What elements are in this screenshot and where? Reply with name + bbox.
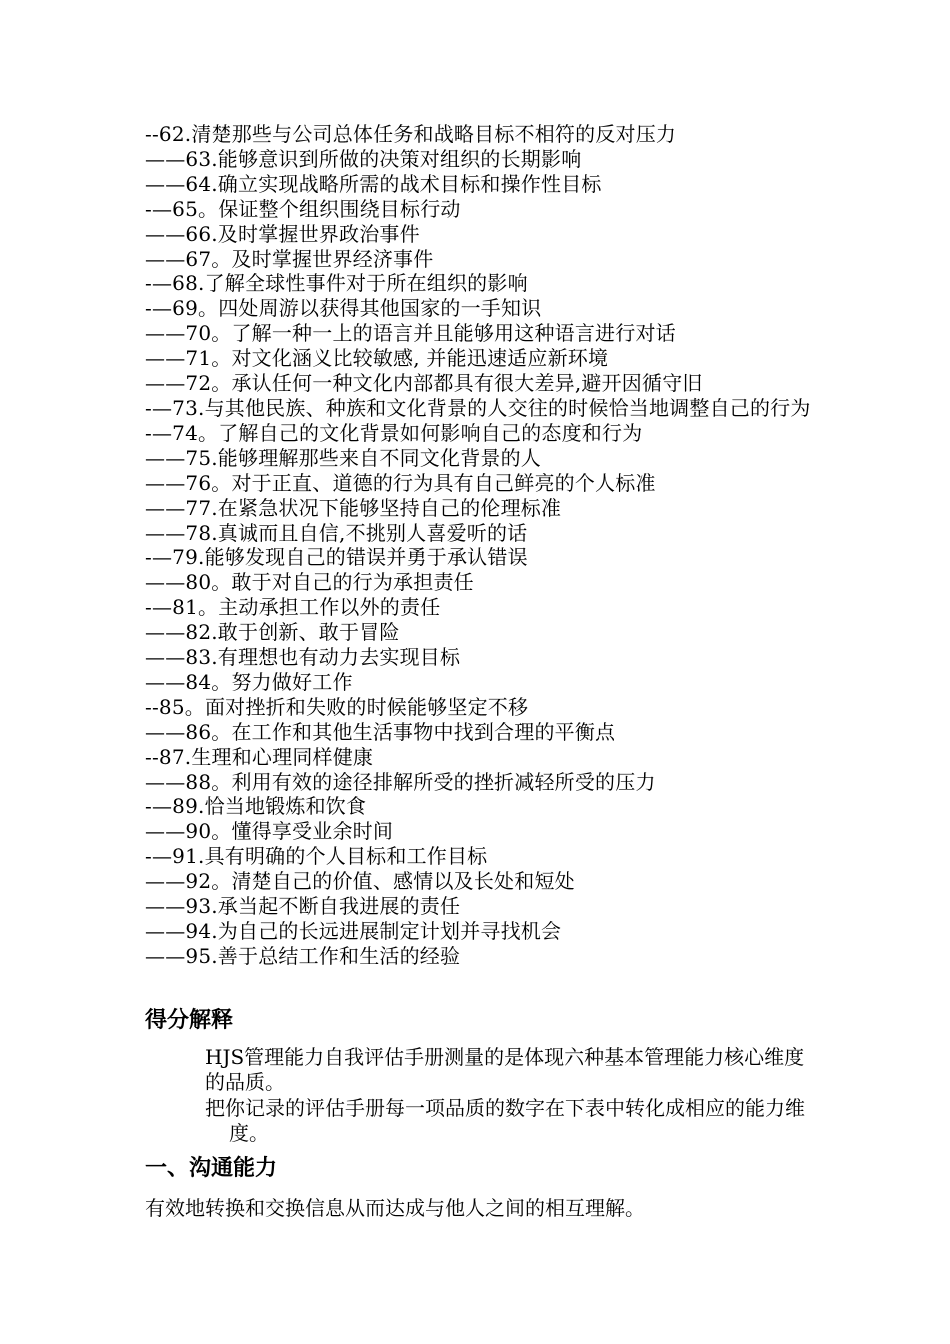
- list-item: --62.清楚那些与公司总体任务和战略目标不相符的反对压力: [145, 122, 677, 146]
- list-item: ——90。懂得享受业余时间: [145, 819, 394, 844]
- list-item: -—73.与其他民族、种族和文化背景的人交往的时候恰当地调整自己的行为: [145, 395, 811, 420]
- list-item: ——75.能够理解那些来自不同文化背景的人: [145, 445, 542, 470]
- list-item: -—65。保证整个组织围绕目标行动: [145, 196, 461, 221]
- list-item: ——92。清楚自己的价值、感情以及长处和短处: [145, 869, 575, 894]
- list-item: -—91.具有明确的个人目标和工作目标: [145, 844, 488, 869]
- list-item: ——76。对于正直、道德的行为具有自己鲜亮的个人标准: [145, 470, 656, 495]
- list-item: ——63.能够意识到所做的决策对组织的长期影响: [145, 146, 582, 171]
- list-item: -—68.了解全球性事件对于所在组织的影响: [145, 271, 528, 296]
- list-item: -—74。了解自己的文化背景如何影响自己的态度和行为: [145, 420, 643, 445]
- list-item: ——88。利用有效的途径排解所受的挫折减轻所受的压力: [145, 769, 656, 794]
- list-item: ——72。承认任何一种文化内部都具有很大差异,避开因循守旧: [145, 371, 703, 396]
- list-item: ——95.善于总结工作和生活的经验: [145, 943, 461, 968]
- list-item: ——77.在紧急状况下能够坚持自己的伦理标准: [145, 495, 562, 520]
- list-item: ——82.敢于创新、敢于冒险: [145, 620, 400, 645]
- list-item: ——66.及时掌握世界政治事件: [145, 221, 420, 246]
- list-item: --85。面对挫折和失败的时候能够坚定不移: [145, 694, 529, 719]
- list-item: ——71。对文化涵义比较敏感, 并能迅速适应新环境: [145, 346, 609, 371]
- scoring-paragraph-2: 把你记录的评估手册每一项品质的数字在下表中转化成相应的能力维度。: [205, 1096, 805, 1145]
- list-item: ——80。敢于对自己的行为承担责任: [145, 570, 474, 595]
- list-item: ——93.承当起不断自我进展的责任: [145, 894, 461, 919]
- list-item: ——67。及时掌握世界经济事件: [145, 246, 434, 271]
- section-heading-communication: 一、沟通能力: [145, 1156, 278, 1181]
- list-item: -—69。四处周游以获得其他国家的一手知识: [145, 296, 542, 321]
- scoring-paragraph-1: HJS管理能力自我评估手册测量的是体现六种基本管理能力核心维度的品质。: [205, 1045, 805, 1094]
- list-item: ——84。努力做好工作: [145, 669, 353, 694]
- scoring-heading: 得分解释: [145, 1008, 234, 1033]
- list-item: ——86。在工作和其他生活事物中找到合理的平衡点: [145, 719, 616, 744]
- list-item: ——78.真诚而且自信,不挑别人喜爱听的话: [145, 520, 528, 545]
- section-description: 有效地转换和交换信息从而达成与他人之间的相互理解。: [145, 1196, 645, 1220]
- list-item: -—89.恰当地锻炼和饮食: [145, 794, 367, 819]
- list-item: --87.生理和心理同样健康: [145, 744, 374, 769]
- questionnaire-items-list: [145, 122, 825, 969]
- list-item: ——64.确立实现战略所需的战术目标和操作性目标: [145, 171, 602, 196]
- list-item: -—81。主动承担工作以外的责任: [145, 595, 441, 620]
- list-item: ——94.为自己的长远进展制定计划并寻找机会: [145, 919, 562, 943]
- list-item: ——70。了解一种一上的语言并且能够用这种语言进行对话: [145, 321, 676, 346]
- list-item: ——83.有理想也有动力去实现目标: [145, 645, 461, 670]
- list-item: -—79.能够发现自己的错误并勇于承认错误: [145, 545, 528, 570]
